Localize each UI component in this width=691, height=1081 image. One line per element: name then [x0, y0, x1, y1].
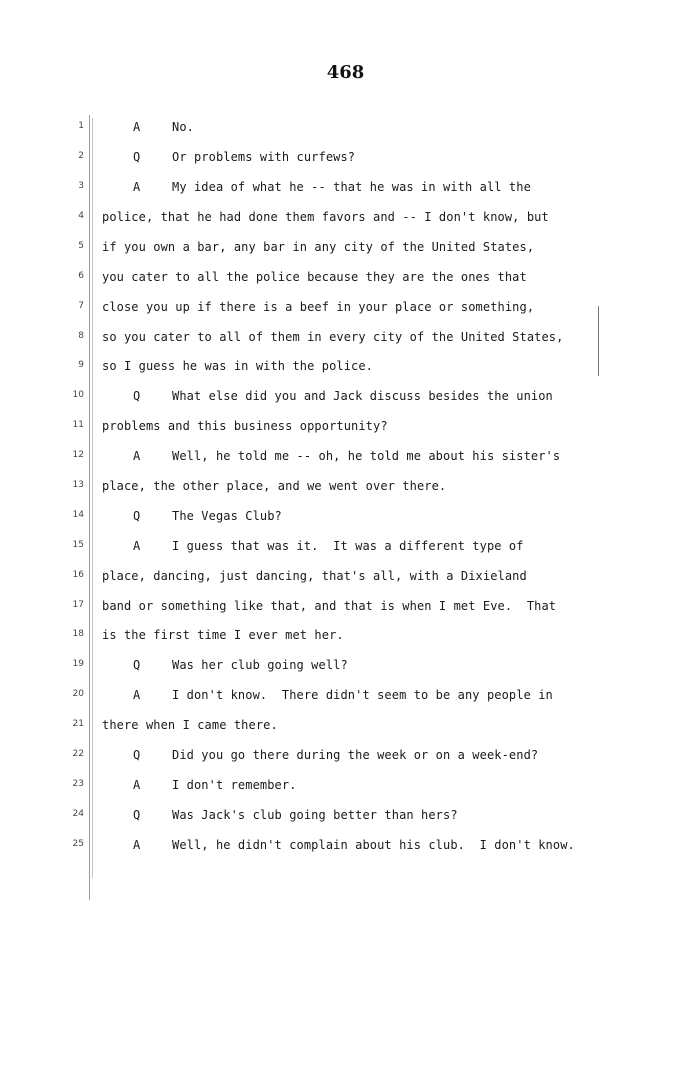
speaker-label: Q [133, 150, 141, 164]
line-text: I don't remember. [172, 778, 297, 792]
line-text: Well, he didn't complain about his club. I don't know. [172, 838, 575, 852]
line-number: 21 [72, 719, 84, 729]
speaker-label: A [133, 778, 141, 792]
line-text: My idea of what he -- that he was in with all the [172, 180, 531, 194]
line-text: problems and this business opportunity? [102, 419, 388, 433]
line-text: is the first time I ever met her. [102, 628, 344, 642]
line-text: place, the other place, and we went over there. [102, 479, 447, 493]
line-number: 20 [72, 689, 84, 699]
left-margin-rule-inner [92, 118, 93, 878]
line-number: 23 [72, 779, 84, 789]
line-number: 16 [72, 570, 84, 580]
line-number: 19 [72, 659, 84, 669]
line-text: Was Jack's club going better than hers? [172, 808, 458, 822]
left-margin-rule [89, 115, 90, 900]
line-number: 18 [72, 629, 84, 639]
speaker-label: A [133, 449, 141, 463]
line-number: 4 [78, 211, 84, 221]
line-text: No. [172, 120, 194, 134]
line-text: so I guess he was in with the police. [102, 359, 374, 373]
line-text: Well, he told me -- oh, he told me about his sister's [172, 449, 561, 463]
speaker-label: Q [133, 389, 141, 403]
speaker-label: A [133, 688, 141, 702]
line-number: 17 [72, 600, 84, 610]
line-text: police, that he had done them favors and -- I don't know, but [102, 210, 549, 224]
line-text: I don't know. There didn't seem to be any people in [172, 688, 553, 702]
line-number: 2 [78, 151, 84, 161]
line-number: 13 [72, 480, 84, 490]
speaker-label: Q [133, 748, 141, 762]
line-text: you cater to all the police because they are the ones that [102, 270, 527, 284]
line-number: 14 [72, 510, 84, 520]
line-number: 5 [78, 241, 84, 251]
line-text: Or problems with curfews? [172, 150, 356, 164]
speaker-label: A [133, 539, 141, 553]
line-number: 9 [78, 360, 84, 370]
line-text: place, dancing, just dancing, that's all, with a Dixieland [102, 569, 527, 583]
line-number: 15 [72, 540, 84, 550]
line-number: 22 [72, 749, 84, 759]
speaker-label: Q [133, 658, 141, 672]
line-text: Was her club going well? [172, 658, 348, 672]
line-text: so you cater to all of them in every city of the United States, [102, 330, 564, 344]
line-number: 10 [72, 390, 84, 400]
line-number: 25 [72, 839, 84, 849]
speaker-label: Q [133, 509, 141, 523]
line-number: 8 [78, 331, 84, 341]
speaker-label: A [133, 180, 141, 194]
speaker-label: Q [133, 808, 141, 822]
line-text: Did you go there during the week or on a week-end? [172, 748, 539, 762]
line-text: band or something like that, and that is when I met Eve. That [102, 599, 557, 613]
line-number: 6 [78, 271, 84, 281]
speaker-label: A [133, 838, 141, 852]
line-number: 12 [72, 450, 84, 460]
line-text: The Vegas Club? [172, 509, 282, 523]
line-text: close you up if there is a beef in your place or something, [102, 300, 535, 314]
line-number: 7 [78, 301, 84, 311]
line-text: there when I came there. [102, 718, 278, 732]
line-text: I guess that was it. It was a different type of [172, 539, 524, 553]
line-number: 1 [78, 121, 84, 131]
page-number: 468 [326, 62, 365, 83]
line-number: 11 [72, 420, 84, 430]
line-text: What else did you and Jack discuss besides the union [172, 389, 553, 403]
line-number: 3 [78, 181, 84, 191]
right-margin-mark [598, 306, 599, 376]
line-number: 24 [72, 809, 84, 819]
speaker-label: A [133, 120, 141, 134]
line-text: if you own a bar, any bar in any city of the United States, [102, 240, 535, 254]
